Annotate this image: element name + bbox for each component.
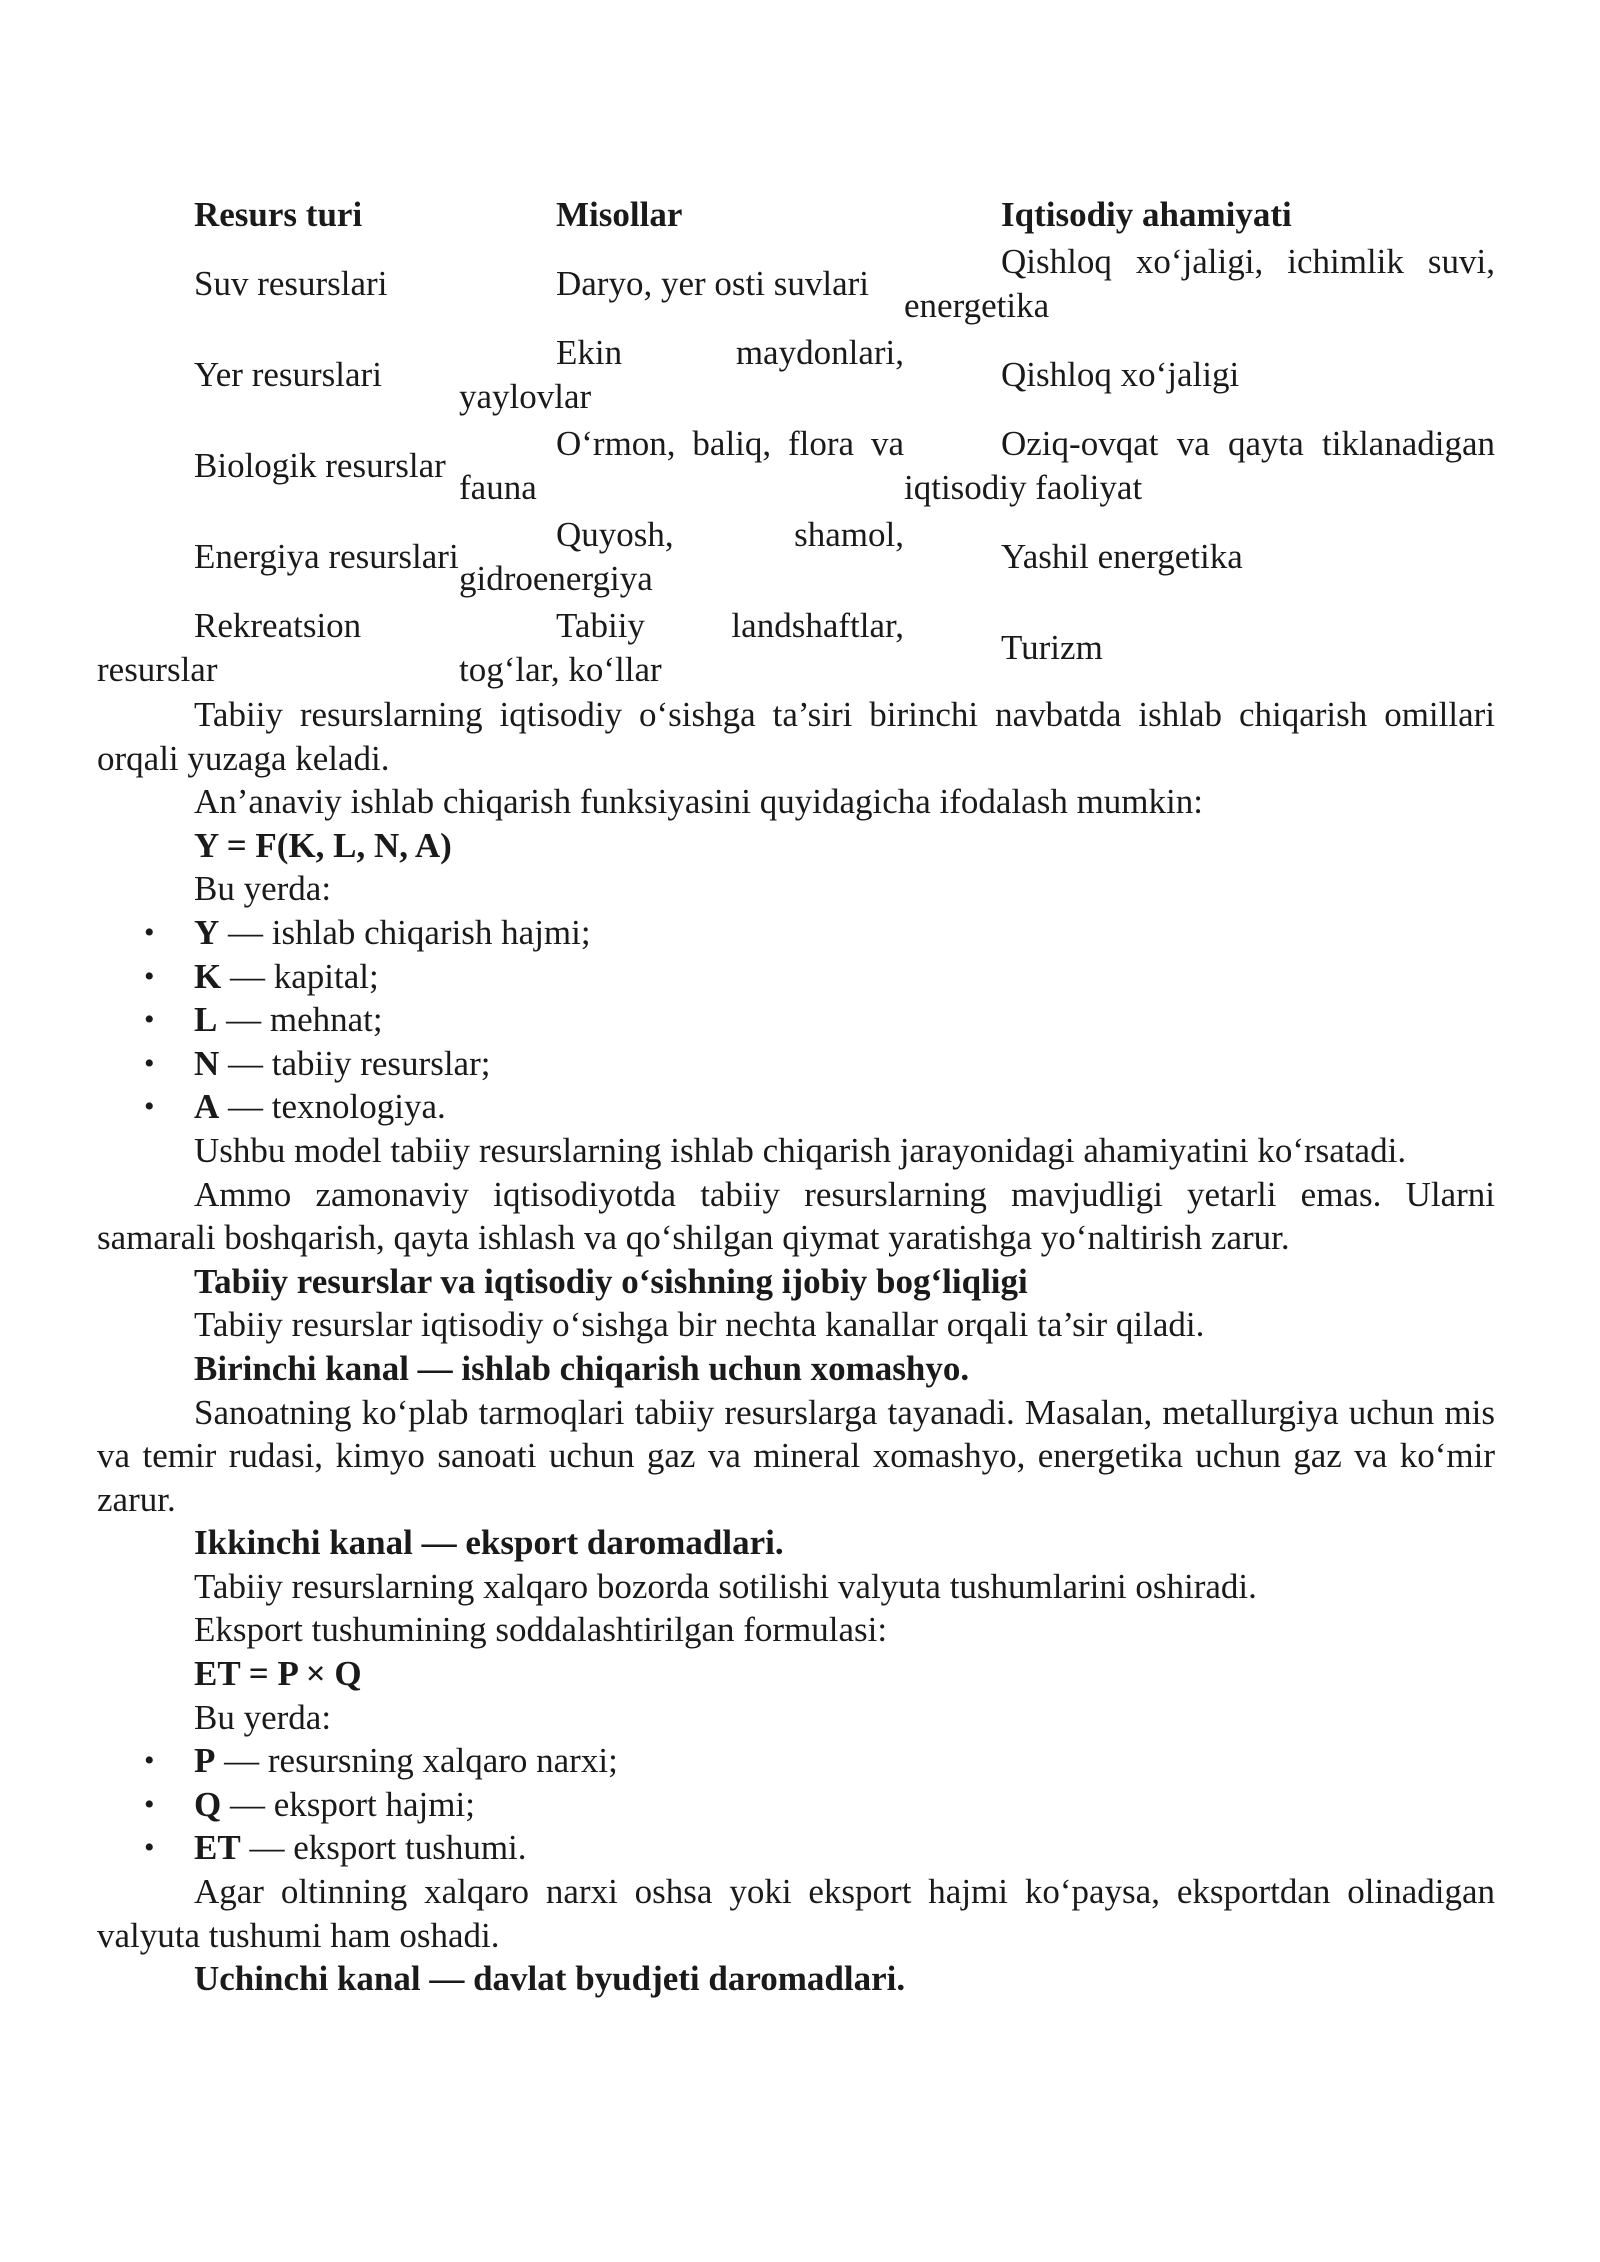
bullet-icon: • bbox=[144, 959, 155, 993]
variable-symbol: N bbox=[194, 1043, 220, 1083]
table-row bbox=[97, 420, 1495, 511]
paragraph: Tabiiy resurslar iqtisodiy o‘sishga bir nechta kanallar orqali ta’sir qiladi. bbox=[194, 1305, 1205, 1345]
variable-list bbox=[97, 911, 1495, 1129]
variable-symbol: ET bbox=[194, 1828, 241, 1868]
variable-description: — kapital; bbox=[221, 956, 379, 996]
table-cell: Energiya resurslari bbox=[194, 536, 459, 576]
section-heading: Uchinchi kanal — davlat byudjeti daromadlari. bbox=[194, 1959, 906, 1999]
variable-symbol: A bbox=[194, 1087, 220, 1127]
table-cell: Qishloq xo‘jaligi, ichimlik suvi, energetika bbox=[904, 241, 1495, 325]
list-item bbox=[97, 911, 1495, 955]
table-cell: Quyosh, shamol, gidroenergiya bbox=[459, 514, 904, 598]
section-heading: Ikkinchi kanal — eksport daromadlari. bbox=[194, 1523, 784, 1563]
variable-symbol: Q bbox=[194, 1784, 222, 1824]
formula-export-revenue: ET = P × Q bbox=[194, 1654, 362, 1694]
table-cell: Ekin maydonlari, yaylovlar bbox=[459, 332, 904, 416]
paragraph: Eksport tushumining soddalashtirilgan formulasi: bbox=[194, 1610, 888, 1650]
bullet-icon: • bbox=[144, 1744, 155, 1778]
bullet-icon: • bbox=[144, 1831, 155, 1865]
table-cell: Tabiiy landshaftlar, tog‘lar, ko‘llar bbox=[459, 605, 904, 689]
table-header-cell: Resurs turi bbox=[194, 195, 363, 235]
resources-table bbox=[97, 192, 1495, 693]
paragraph: Bu yerda: bbox=[194, 869, 332, 909]
table-header-cell: Misollar bbox=[556, 195, 683, 235]
paragraph: Tabiiy resurslarning xalqaro bozorda sotilishi valyuta tushumlarini oshiradi. bbox=[194, 1566, 1257, 1606]
bullet-icon: • bbox=[144, 1046, 155, 1080]
table-cell: Qishloq xo‘jaligi bbox=[1001, 354, 1240, 394]
table-cell: Rekreatsion resurslar bbox=[97, 605, 362, 689]
variable-list bbox=[97, 1739, 1495, 1870]
paragraph: Bu yerda: bbox=[194, 1697, 332, 1737]
table-cell: Biologik resurslar bbox=[194, 445, 446, 485]
list-item bbox=[97, 1739, 1495, 1783]
list-item bbox=[97, 1826, 1495, 1870]
paragraph: Sanoatning ko‘plab tarmoqlari tabiiy resurslarga tayanadi. Masalan, metallurgiya uchun mis va temir rudasi, kimyo sanoati uchun gaz va mineral xomashyo, energetika uchun gaz va ko‘mir zarur. bbox=[97, 1392, 1495, 1519]
section-heading: Birinchi kanal — ishlab chiqarish uchun xomashyo. bbox=[194, 1348, 970, 1388]
table-header-row bbox=[97, 192, 1495, 238]
table-cell: Turizm bbox=[1001, 627, 1103, 667]
table-row bbox=[97, 602, 1495, 693]
variable-description: — ishlab chiqarish hajmi; bbox=[219, 912, 591, 952]
variable-symbol: Y bbox=[194, 912, 220, 952]
paragraph: Ushbu model tabiiy resurslarning ishlab chiqarish jarayonidagi ahamiyatini ko‘rsatadi. bbox=[194, 1130, 1407, 1170]
list-item bbox=[97, 998, 1495, 1042]
list-item bbox=[97, 1783, 1495, 1827]
table-cell: Yer resurslari bbox=[194, 354, 382, 394]
document-body bbox=[97, 192, 1495, 2001]
table-cell: Suv resurslari bbox=[194, 263, 388, 303]
list-item bbox=[97, 1085, 1495, 1129]
table-cell: Daryo, yer osti suvlari bbox=[556, 263, 869, 303]
list-item bbox=[97, 955, 1495, 999]
variable-description: — resursning xalqaro narxi; bbox=[215, 1741, 618, 1781]
section-heading: Tabiiy resurslar va iqtisodiy o‘sishning ijobiy bog‘liqligi bbox=[194, 1261, 1028, 1301]
variable-description: — eksport hajmi; bbox=[221, 1784, 475, 1824]
formula-production-function: Y = F(K, L, N, A) bbox=[194, 825, 452, 865]
paragraph: Ammo zamonaviy iqtisodiyotda tabiiy resurslarning mavjudligi yetarli emas. Ularni samarali boshqarish, qayta ishlash va qo‘shilgan qiymat yaratishga yo‘naltirish zarur. bbox=[97, 1174, 1495, 1258]
table-row bbox=[97, 329, 1495, 420]
variable-description: — tabiiy resurslar; bbox=[219, 1043, 491, 1083]
variable-description: — texnologiya. bbox=[219, 1087, 446, 1127]
table-header-cell: Iqtisodiy ahamiyati bbox=[1001, 195, 1292, 235]
variable-description: — eksport tushumi. bbox=[240, 1828, 527, 1868]
bullet-icon: • bbox=[144, 1003, 155, 1037]
paragraph: Tabiiy resurslarning iqtisodiy o‘sishga ta’siri birinchi navbatda ishlab chiqarish omillari orqali yuzaga keladi. bbox=[97, 695, 1495, 778]
bullet-icon: • bbox=[144, 1787, 155, 1821]
paragraph: An’anaviy ishlab chiqarish funksiyasini quyidagicha ifodalash mumkin: bbox=[194, 782, 1203, 822]
table-cell: Yashil energetika bbox=[1001, 536, 1243, 576]
bullet-icon: • bbox=[144, 1090, 155, 1124]
table-row bbox=[97, 238, 1495, 329]
variable-symbol: P bbox=[194, 1741, 216, 1781]
paragraph: Agar oltinning xalqaro narxi oshsa yoki eksport hajmi ko‘paysa, eksportdan olinadigan valyuta tushumi ham oshadi. bbox=[97, 1872, 1495, 1955]
variable-symbol: L bbox=[194, 1000, 218, 1040]
list-item bbox=[97, 1042, 1495, 1086]
table-row bbox=[97, 511, 1495, 602]
bullet-icon: • bbox=[144, 915, 155, 949]
variable-description: — mehnat; bbox=[217, 1000, 383, 1040]
variable-symbol: K bbox=[194, 956, 222, 996]
table-cell: O‘rmon, baliq, flora va fauna bbox=[459, 423, 904, 507]
table-cell: Oziq-ovqat va qayta tiklanadigan iqtisodiy faoliyat bbox=[904, 423, 1495, 507]
